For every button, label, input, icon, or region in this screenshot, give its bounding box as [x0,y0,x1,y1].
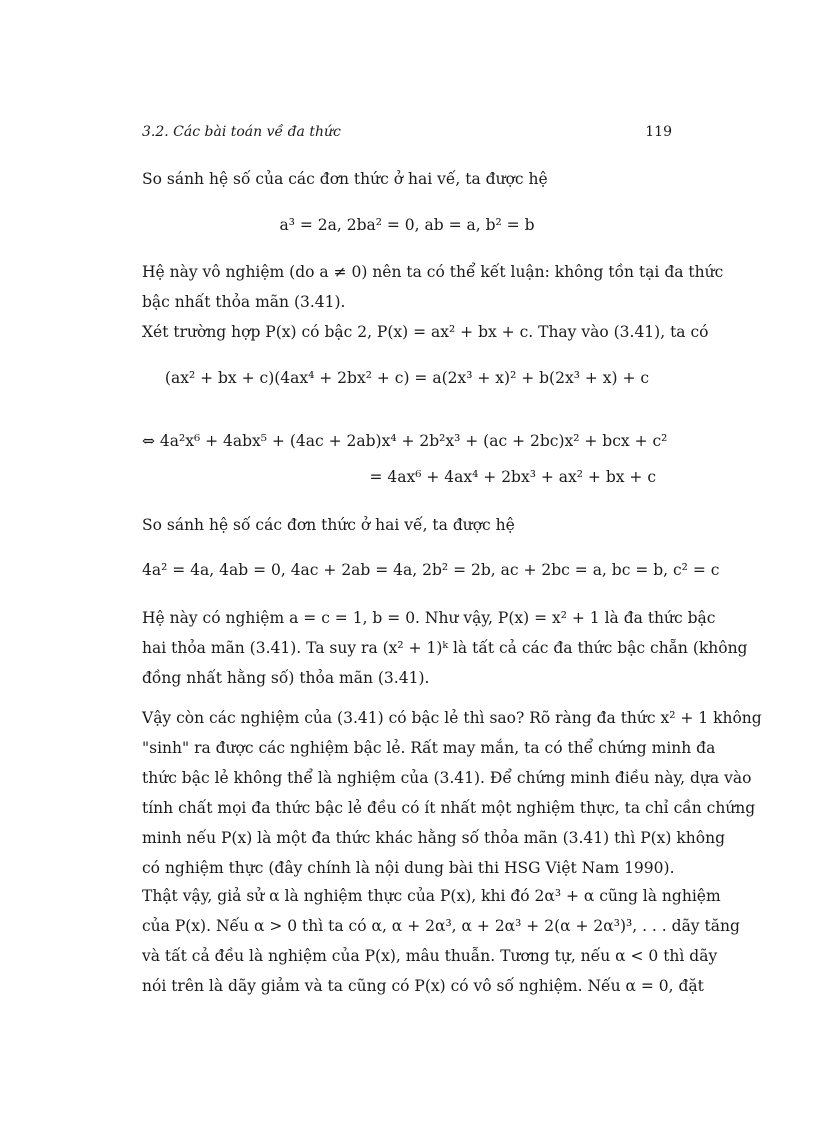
text-line: tính chất mọi đa thức bậc lẻ đều có ít nhất một nghiệm thực, ta chỉ cần chứng [142,799,756,817]
equation: ⇔ 4a²x⁶ + 4abx⁵ + (4ac + 2ab)x⁴ + 2b²x³ + (ac + 2bc)x² + bcx + c² [142,432,668,450]
text-line: có nghiệm thực (đây chính là nội dung bài thi HSG Việt Nam 1990). [142,859,675,877]
text-line: bậc nhất thỏa mãn (3.41). [142,293,346,311]
text-line: So sánh hệ số các đơn thức ở hai vế, ta được hệ [142,516,515,534]
text-line: minh nếu P(x) là một đa thức khác hằng số thỏa mãn (3.41) thì P(x) không [142,829,726,847]
equation: a³ = 2a, 2ba² = 0, ab = a, b² = b [279,216,535,234]
equation: 4a² = 4a, 4ab = 0, 4ac + 2ab = 4a, 2b² = 2b, ac + 2bc = a, bc = b, c² = c [142,561,720,579]
text-line: Hệ này vô nghiệm (do a ≠ 0) nên ta có thể kết luận: không tồn tại đa thức [142,263,724,281]
text-line: của P(x). Nếu α > 0 thì ta có α, α + 2α³, α + 2α³ + 2(α + 2α³)³, . . . dãy tăng [142,917,740,935]
text-line: đồng nhất hằng số) thỏa mãn (3.41). [142,669,430,687]
text-line: nói trên là dãy giảm và ta cũng có P(x) có vô số nghiệm. Nếu α = 0, đặt [142,977,704,995]
text-line: "sinh" ra được các nghiệm bậc lẻ. Rất may mắn, ta có thể chứng minh đa [142,739,716,757]
text-line: Xét trường hợp P(x) có bậc 2, P(x) = ax² + bx + c. Thay vào (3.41), ta có [142,323,709,341]
equation: (ax² + bx + c)(4ax⁴ + 2bx² + c) = a(2x³ + x)² + b(2x³ + x) + c [164,369,650,387]
text-line: Vậy còn các nghiệm của (3.41) có bậc lẻ thì sao? Rõ ràng đa thức x² + 1 không [142,709,762,727]
page-header [142,124,672,144]
text-line: Hệ này có nghiệm a = c = 1, b = 0. Như vậy, P(x) = x² + 1 là đa thức bậc [142,609,716,627]
text-line: thức bậc lẻ không thể là nghiệm của (3.41). Để chứng minh điều này, dựa vào [142,769,752,787]
equation: = 4ax⁶ + 4ax⁴ + 2bx³ + ax² + bx + c [369,468,656,486]
text-line: và tất cả đều là nghiệm của P(x), mâu thuẫn. Tương tự, nếu α < 0 thì dãy [142,947,718,965]
text-line: hai thỏa mãn (3.41). Ta suy ra (x² + 1)ᵏ là tất cả các đa thức bậc chẵn (không [142,639,748,657]
running-title: 3.2. Các bài toán về đa thức [142,124,341,140]
text-line: Thật vậy, giả sử α là nghiệm thực của P(x), khi đó 2α³ + α cũng là nghiệm [142,887,721,905]
page-number: 119 [645,124,672,140]
text-line: So sánh hệ số của các đơn thức ở hai vế, ta được hệ [142,170,548,188]
